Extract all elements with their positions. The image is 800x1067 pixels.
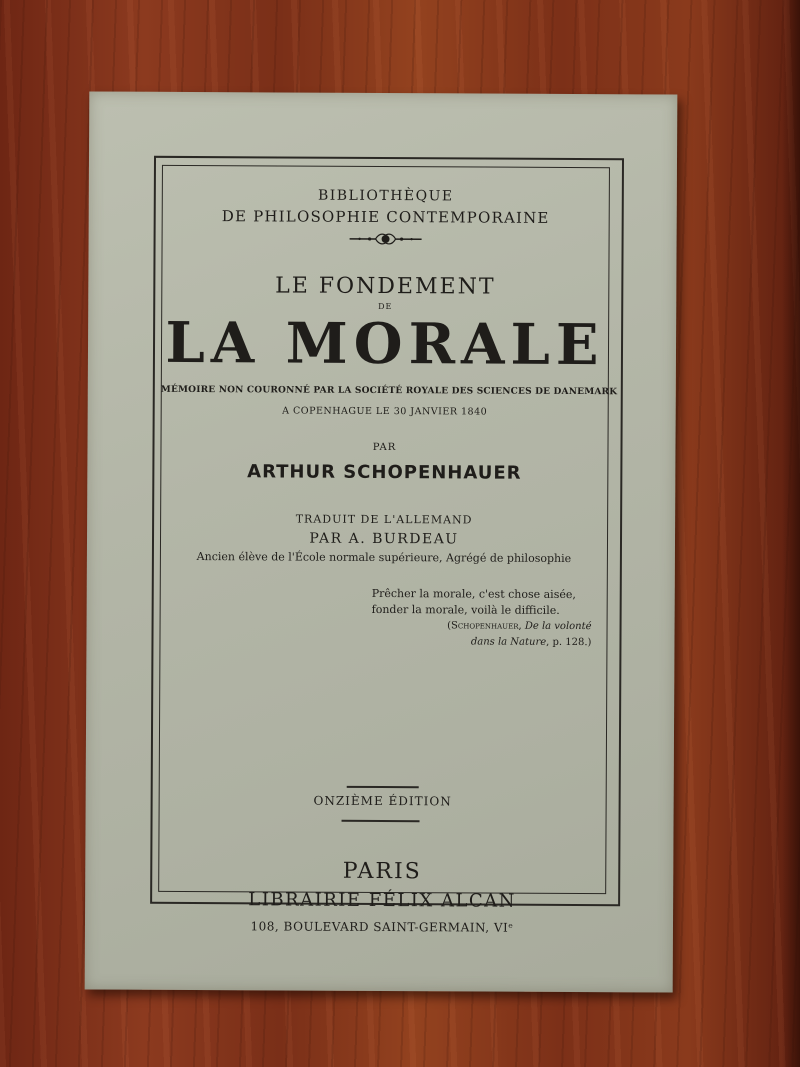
edition-rule-bottom [342, 820, 420, 822]
epigraph-citation-line2 [371, 634, 591, 651]
subtitle-line1: MÉMOIRE NON COURONNÉ PAR LA SOCIÉTÉ ROYALE DES SCIENCES DE DANEMARK [160, 384, 618, 398]
translator-name: PAR A. BURDEAU [309, 530, 459, 548]
book-cover [85, 91, 678, 992]
translator-credentials: Ancien élève de l'École normale supérieure, Agrégé de philosophie [196, 550, 572, 565]
cite-page: , p. 128.) [546, 636, 592, 649]
translated-from: TRADUIT DE L'ALLEMAND [295, 512, 473, 527]
publisher-city: PARIS [342, 858, 422, 885]
cite-work-part2: dans la Nature [470, 636, 547, 648]
publisher-name: LIBRAIRIE FÉLIX ALCAN [248, 889, 517, 912]
author-name: ARTHUR SCHOPENHAUER [247, 461, 522, 484]
publisher-address: 108, BOULEVARD SAINT-GERMAIN, VIᵉ [250, 919, 514, 935]
title-joiner: DE [378, 301, 393, 312]
series-title-line2: DE PHILOSOPHIE CONTEMPORAINE [221, 207, 550, 227]
subtitle-line2: A COPENHAGUE LE 30 JANVIER 1840 [282, 405, 488, 418]
edition-rule-top [347, 786, 419, 788]
epigraph-line1: Prêcher la morale, c'est chose aisée, [371, 586, 576, 602]
epigraph-line2: fonder la morale, voilà le difficile. [371, 602, 560, 617]
cite-author: Schopenhauer [451, 620, 519, 632]
main-title: LA MORALE [165, 309, 605, 379]
by-label: PAR [372, 441, 397, 454]
cite-open: ( [447, 620, 452, 632]
cover-content [158, 165, 618, 935]
edition-label: ONZIÈME ÉDITION [313, 793, 452, 809]
series-title-line1: BIBLIOTHÈQUE [317, 187, 454, 205]
cite-separator: , [518, 620, 525, 632]
epigraph [371, 586, 591, 651]
title-prefix: LE FONDEMENT [275, 273, 496, 300]
cite-work-part1: De la volonté [524, 620, 592, 633]
fleuron-icon [346, 230, 426, 248]
epigraph-citation-line1 [372, 618, 592, 635]
table-edge-shadow [782, 0, 800, 1067]
